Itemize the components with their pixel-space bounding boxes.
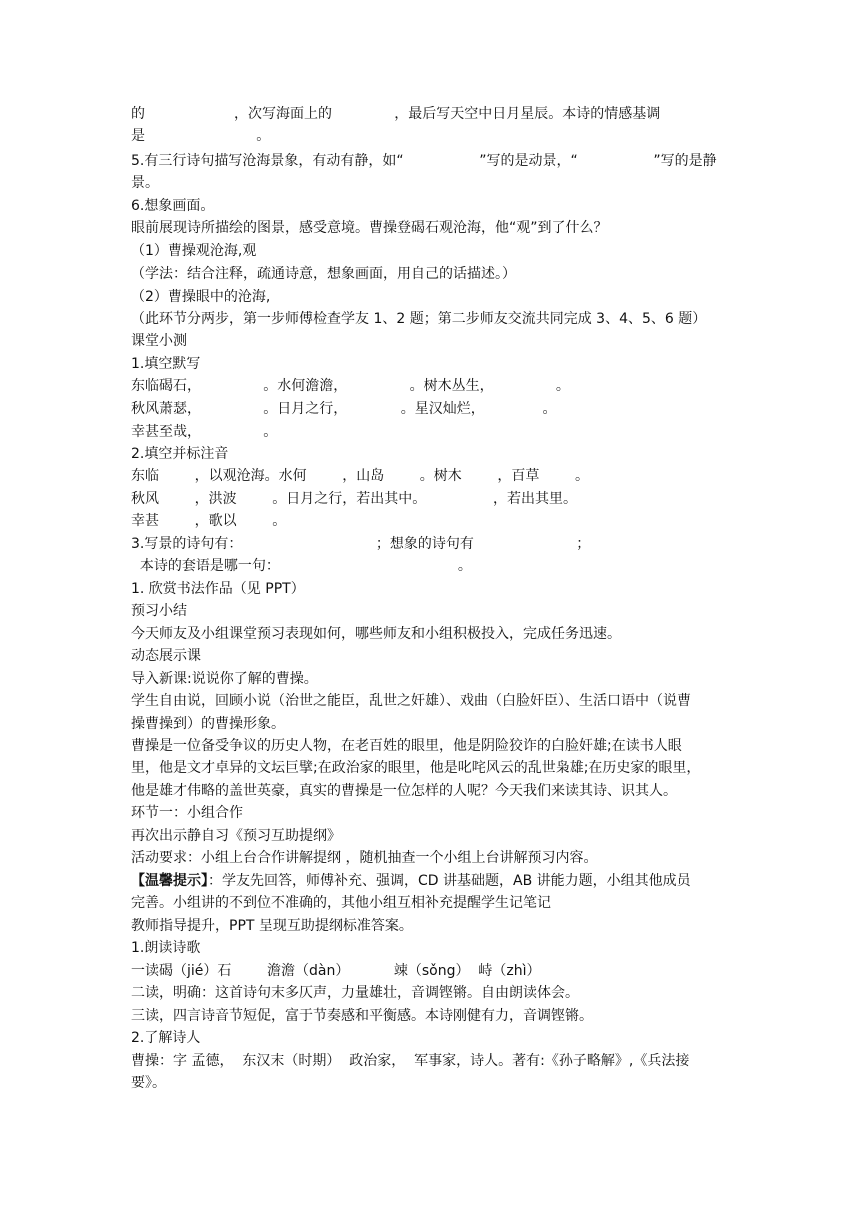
section-heading: 预习小结 [131,603,187,619]
section-heading: 环节一：小组合作 [131,805,243,821]
text-line: 再次出示静自习《预习互助提纲》 [131,828,341,844]
text-line: 二读，明确：这首诗句末多仄声，力量雄壮，音调铿锵。自由朗读体会。 [131,985,579,1001]
section-heading: 2.了解诗人 [131,1030,201,1046]
text-line: 1. 欣赏书法作品（见 PPT） [131,581,305,597]
text-line: （2）曹操眼中的沧海, [131,289,271,305]
tip-label: 【温馨提示】 [131,873,208,889]
text-line: 东临 ，以观沧海。水何 ，山岛 。树木 ，百草 。 [131,468,590,484]
text-line: 景。 [131,175,159,191]
text-line: 的 ，次写海面上的 ，最后写天空中日月星辰。本诗的情感基调 [131,106,661,122]
section-heading: 课堂小测 [131,333,187,349]
text-line: 秋风 ，洪波 。日月之行，若出其中。 ，若出其里。 [131,491,577,507]
text-line: 操曹操到）的曹操形象。 [131,716,285,732]
text-line: 教师指导提升，PPT 呈现互助提纲标准答案。 [131,918,413,934]
text-line: 2.填空并标注音 [131,446,229,462]
text-line: 是 。 [131,128,271,144]
text-line: （此环节分两步，第一步师傅检查学友 1、2 题；第二步师友交流共同完成 3、4、5、6 题） [131,311,707,327]
text-line: 要》。 [131,1075,166,1091]
text-line: 一读碣（jié）石 澹澹（dàn） 竦（sǒng） 峙（zhì） [131,963,541,979]
text-line: 曹操：字 孟德， 东汉末（时期） 政治家， 军事家，诗人。著有:《孙子略解》,《兵法接 [131,1053,690,1069]
text-line: 1.填空默写 [131,356,201,372]
tip-line [131,871,731,892]
section-heading: 1.朗读诗歌 [131,940,201,956]
text-line: （学法：结合注释，疏通诗意，想象画面，用自己的话描述。） [131,266,516,282]
text-line: 幸甚至哉， 。 [131,424,278,440]
text-line: 他是雄才伟略的盖世英豪，真实的曹操是一位怎样的人呢？今天我们来读其诗、识其人。 [131,783,677,799]
text-line: 5.有三行诗句描写沧海景象，有动有静，如“ ”写的是动景，“ ”写的是静 [131,153,717,169]
text-line: 秋风萧瑟， 。日月之行， 。星汉灿烂， 。 [131,401,557,417]
text-line: 完善。小组讲的不到位不准确的，其他小组互相补充提醒学生记笔记 [131,895,551,911]
text-line: （1）曹操观沧海,观 [131,243,257,259]
tip-text: ：学友先回答，师傅补充、强调，CD 讲基础题，AB 讲能力题，小组其他成员 [208,873,691,889]
text-line: 3.写景的诗句有： ；想象的诗句有 ； [131,536,591,552]
section-heading: 动态展示课 [131,648,201,664]
text-line: 里，他是文才卓异的文坛巨擘;在政治家的眼里，他是叱咤风云的乱世枭雄;在历史家的眼里， [131,760,701,776]
text-line: 东临碣石， 。水何澹澹， 。树木丛生， 。 [131,378,570,394]
text-line: 活动要求：小组上台合作讲解提纲 ，随机抽查一个小组上台讲解预习内容。 [131,850,598,866]
text-line: 导入新课:说说你了解的曹操。 [131,671,318,687]
text-line: 学生自由说，回顾小说（治世之能臣，乱世之奸雄）、戏曲（白脸奸臣）、生活口语中（说曹 [131,693,691,709]
text-line: 曹操是一位备受争议的历史人物，在老百姓的眼里，他是阴险狡诈的白脸奸雄;在读书人眼 [131,738,682,754]
text-line: 幸甚 ，歌以 。 [131,513,287,529]
text-line: 今天师友及小组课堂预习表现如何，哪些师友和小组积极投入，完成任务迅速。 [131,626,621,642]
text-line: 眼前展现诗所描绘的图景，感受意境。曹操登碣石观沧海，他“观”到了什么？ [131,220,608,236]
text-line: 三读，四言诗音节短促，富于节奏感和平衡感。本诗刚健有力，音调铿锵。 [131,1008,593,1024]
section-heading: 6.想象画面。 [131,198,215,214]
text-line: 本诗的套语是哪一句： 。 [131,558,472,574]
